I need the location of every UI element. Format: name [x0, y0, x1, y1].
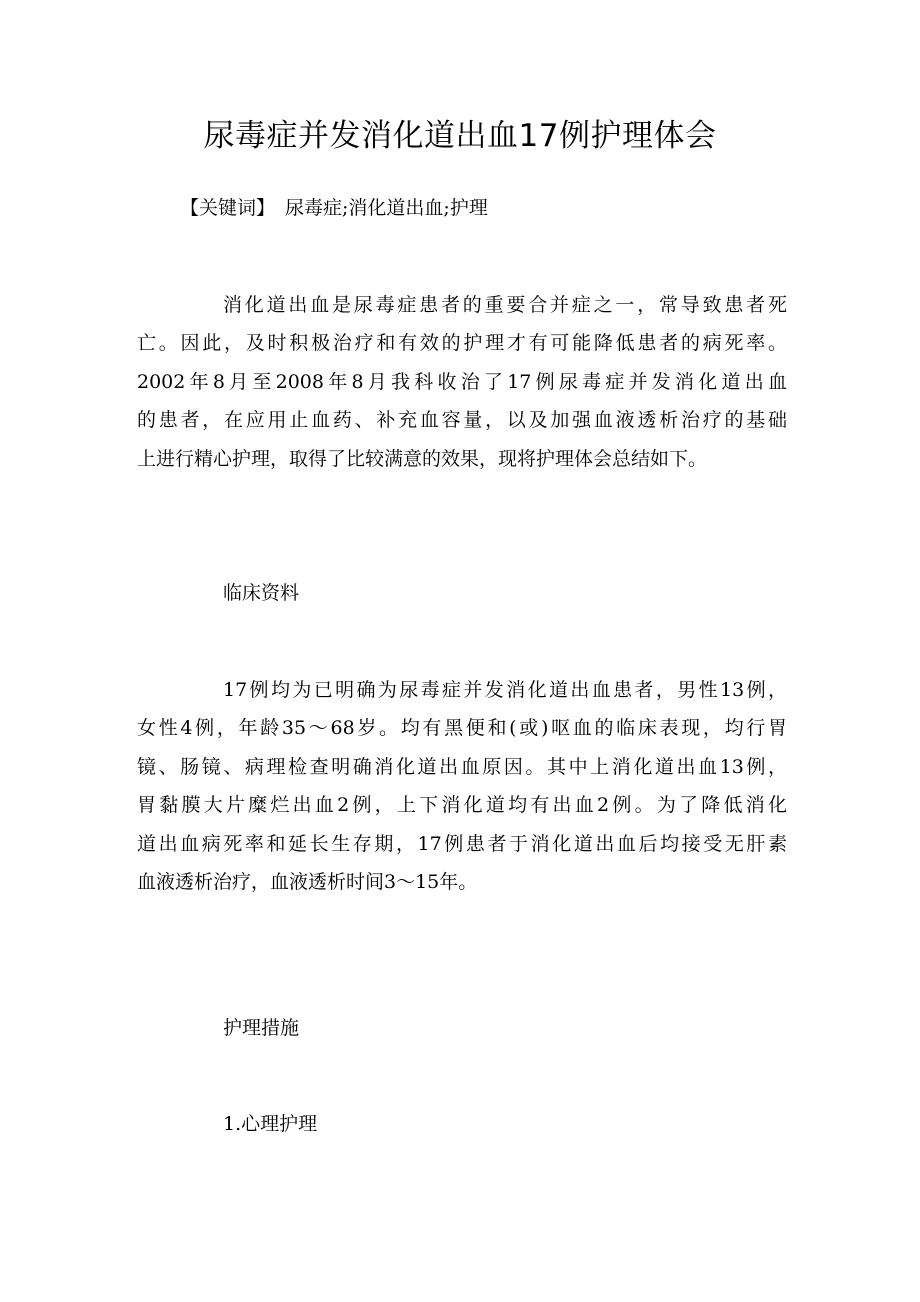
- intro-line: 亡。因此，及时积极治疗和有效的护理才有可能降低患者的病死率。: [137, 332, 787, 355]
- clinical-line: 镜、肠镜、病理检查明确消化道出血原因。其中上消化道出血13例，: [137, 755, 787, 778]
- clinical-line: 女性4例，年龄35～68岁。均有黑便和(或)呕血的临床表现，均行胃: [137, 717, 787, 740]
- intro-line: 2002年8月至2008年8月我科收治了17例尿毒症并发消化道出血: [137, 370, 787, 393]
- intro-line: 上进行精心护理，取得了比较满意的效果，现将护理体会总结如下。: [137, 447, 708, 470]
- document-title: 尿毒症并发消化道出血17例护理体会: [203, 118, 717, 154]
- section-heading-nursing-measures: 护理措施: [223, 1017, 300, 1039]
- keywords-line: [180, 192, 488, 224]
- intro-line: 的患者，在应用止血药、补充血容量，以及加强血液透析治疗的基础: [137, 409, 787, 432]
- subsection-heading-psychological-care: 1.心理护理: [223, 1113, 318, 1135]
- intro-paragraph: [137, 286, 787, 478]
- clinical-line: 17例均为已明确为尿毒症并发消化道出血患者，男性13例，: [223, 679, 787, 701]
- keywords-value: 尿毒症;消化道出血;护理: [285, 197, 488, 219]
- clinical-line: 道出血病死率和延长生存期，17例患者于消化道出血后均接受无肝素: [137, 832, 787, 855]
- clinical-line: 血液透析治疗，血液透析时间3～15年。: [137, 870, 478, 893]
- keywords-label: 【关键词】: [180, 197, 276, 219]
- section-heading-clinical-data: 临床资料: [223, 582, 300, 604]
- clinical-paragraph: [137, 671, 787, 901]
- intro-line: 消化道出血是尿毒症患者的重要合并症之一，常导致患者死: [223, 294, 787, 316]
- clinical-line: 胃黏膜大片糜烂出血2例，上下消化道均有出血2例。为了降低消化: [137, 794, 787, 817]
